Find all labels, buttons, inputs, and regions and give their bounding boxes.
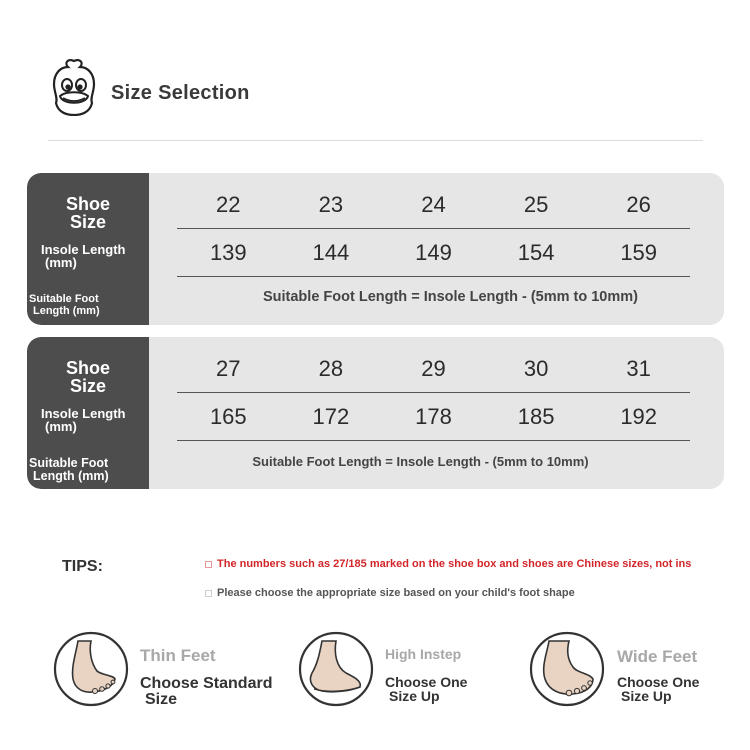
page-title: Size Selection: [111, 82, 250, 104]
insole-cell: 154: [517, 240, 555, 265]
size-row: [177, 192, 690, 218]
insole-cell: 185: [517, 404, 555, 429]
row-divider: [177, 228, 690, 229]
shoe-size-label: Shoe Size: [65, 358, 110, 396]
size-cell: 31: [626, 356, 651, 381]
insole-cell: 192: [620, 404, 658, 429]
size-row: [177, 356, 690, 382]
high-instep-foot-icon: [298, 631, 374, 707]
foot-length-formula: Suitable Foot Length = Insole Length - (5mm to 10mm): [262, 289, 638, 305]
insole-cell: 178: [415, 404, 452, 429]
thin-feet-advice: Choose Standard Size: [140, 675, 273, 708]
insole-length-label: Insole Length (mm): [41, 406, 126, 434]
foot-length-formula: Suitable Foot Length = Insole Length - (5mm to 10mm): [252, 454, 589, 469]
insole-cell: 159: [620, 240, 658, 265]
size-cell: 30: [523, 356, 549, 381]
tips-label: TIPS:: [62, 558, 103, 575]
size-cell: 23: [318, 192, 344, 217]
insole-cell: 144: [312, 240, 350, 265]
insole-length-label: Insole Length (mm): [41, 242, 126, 270]
high-instep-advice: Choose One Size Up: [385, 674, 468, 704]
insole-cell: 149: [415, 240, 452, 265]
size-cell: 22: [216, 192, 241, 217]
size-cell: 24: [421, 192, 446, 217]
high-instep-title: High Instep: [385, 646, 462, 662]
wide-feet-advice: Choose One Size Up: [617, 674, 700, 704]
header-divider: [48, 140, 703, 141]
size-cell: 28: [318, 356, 344, 381]
duck-mascot-icon: [48, 58, 100, 116]
row-divider: [177, 276, 690, 277]
size-cell: 25: [523, 192, 549, 217]
size-table-1: [27, 173, 724, 325]
size-cell: 26: [626, 192, 651, 217]
table-label-column: [27, 337, 149, 489]
foot-length-label: Suitable Foot Length (mm): [29, 456, 109, 483]
thin-foot-icon: [53, 631, 129, 707]
insole-cell: 172: [312, 404, 350, 429]
tip-foot-shape: Please choose the appropriate size based on your child's foot shape: [205, 587, 575, 599]
bullet-icon: [205, 590, 212, 597]
insole-cell: 165: [209, 404, 247, 429]
insole-row: [177, 404, 690, 430]
size-cell: 27: [216, 356, 241, 381]
tip-chinese-sizes: The numbers such as 27/185 marked on the shoe box and shoes are Chinese sizes, not ins: [205, 558, 691, 570]
size-table-2: [27, 337, 724, 489]
wide-foot-icon: [529, 631, 605, 707]
table-label-column: [27, 173, 149, 325]
row-divider: [177, 440, 690, 441]
bullet-icon: [205, 561, 212, 568]
shoe-size-label: Shoe Size: [65, 194, 110, 232]
size-cell: 29: [421, 356, 446, 381]
insole-row: [177, 240, 690, 266]
thin-feet-title: Thin Feet: [140, 646, 216, 665]
row-divider: [177, 392, 690, 393]
foot-length-label: Suitable Foot Length (mm): [29, 293, 100, 317]
wide-feet-title: Wide Feet: [617, 647, 698, 666]
insole-cell: 139: [209, 240, 247, 265]
